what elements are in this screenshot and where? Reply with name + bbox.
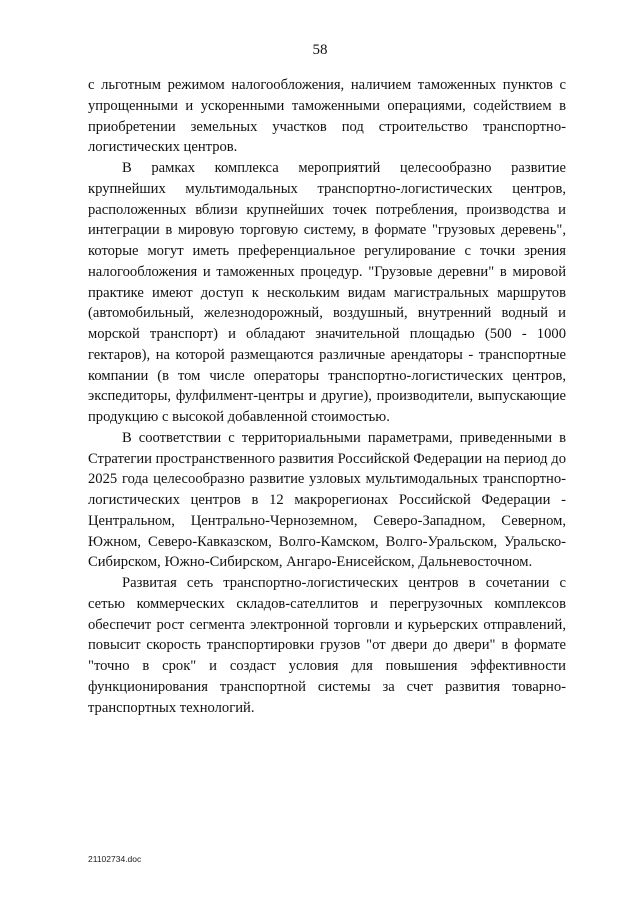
body-text — [88, 75, 566, 718]
paragraph-logistics-network: Развитая сеть транспортно-логистических центров в сочетании с сетью коммерческих складов-сателлитов и перегрузочных комплексов обеспечит рост сегмента электронной торговли и курьерских отправлений, повысит скорость транспортировки грузов "от двери до двери" в формате "точно в срок" и создаст условия для повышения эффективности функционирования транспортной системы за счет развития товарно-транспортных технологий. — [88, 575, 566, 716]
page-number: 58 — [312, 42, 328, 58]
paragraph-macroregions: В соответствии с территориальными параметрами, приведенными в Стратегии пространственного развития Российской Федерации на период до 2025 года целесообразно развитие узловых мультимодальных транспортно-логистических центров в 12 макрорегионах Российской Федерации - Центральном, Центрально-Черноземном, Северо-Западном, Северном, Южном, Северо-Кавказском, Волго-Камском, Волго-Уральском, Уральско-Сибирском, Южно-Сибирском, Ангаро-Енисейском, Дальневосточном. — [88, 429, 566, 571]
paragraph-cargo-villages: В рамках комплекса мероприятий целесообразно развитие крупнейших мультимодальных транспортно-логистических центров, расположенных вблизи крупнейших точек потребления, производства и интеграции в мировую торговую систему, в формате "грузовых деревень", которые могут иметь преференциальное регулирование с точки зрения налогообложения и таможенных процедур. "Грузовые деревни" в мировой практике имеют доступ к нескольким видам магистральных маршрутов (автомобильный, железнодорожный, воздушный, внутренний водный и морской транспорт) и обладают значительной площадью (500 - 1000 гектаров), на которой размещаются различные арендаторы - транспортные компании (в том числе операторы транспортно-логистических центров, экспедиторы, фулфилмент-центры и другие), производители, выпускающие продукцию с высокой добавленной стоимостью. — [88, 160, 566, 425]
paragraph-continuation: с льготным режимом налогообложения, наличием таможенных пунктов с упрощенными и ускоренными таможенными операциями, содействием в приобретении земельных участков под строительство транспортно-логистических центров. — [88, 77, 566, 156]
footer-filename: 21102734.doc — [88, 854, 142, 864]
